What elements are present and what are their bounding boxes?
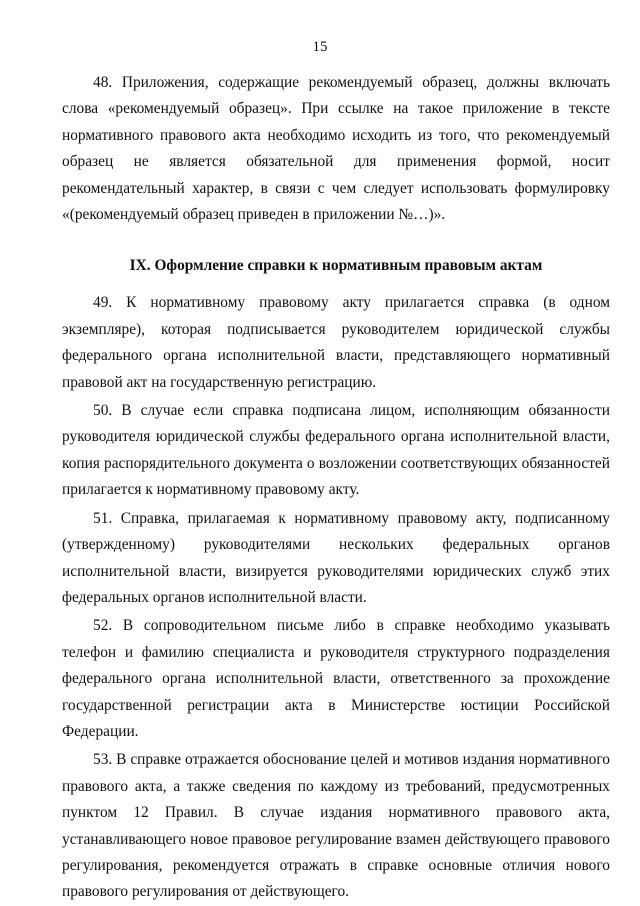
paragraph-48: 48. Приложения, содержащие рекомендуемый образец, должны включать слова «рекомендуемый образец». При ссылке на такое приложение в тексте нормативного правового акта необходимо исходить из того, что рекомендуемый образец не является обязательной для применения формой, носит рекомендательный характер, в связи с чем следует использовать формулировку «(рекомендуемый образец приведен в приложении №…)».	[62, 74, 610, 224]
paragraph-49: 49. К нормативному правовому акту прилагается справка (в одном экземпляре), которая подписывается руководителем юридической службы федерального органа исполнительной власти, представляющего нормативный правовой акт на государственную регистрацию.	[62, 294, 610, 391]
paragraph-50: 50. В случае если справка подписана лицом, исполняющим обязанности руководителя юридической службы федерального органа исполнительной власти, копия распорядительного документа о возложении соответствующих обязанностей прилагается к нормативному правовому акту.	[62, 402, 610, 499]
section-heading: IX. Оформление справки к нормативным правовым актам	[129, 257, 543, 275]
document-body	[62, 70, 610, 906]
paragraph-51: 51. Справка, прилагаемая к нормативному правовому акту, подписанному (утвержденному) руководителями нескольких федеральных органов исполнительной власти, визируется руководителями юридических служб этих федеральных органов исполнительной власти.	[62, 509, 610, 606]
paragraph-52: 52. В сопроводительном письме либо в справке необходимо указывать телефон и фамилию специалиста и руководителя структурного подразделения федерального органа исполнительной власти, ответственного за прохождение государственной регистрации акта в Министерстве юстиции Российской Федерации.	[62, 617, 610, 740]
paragraph-53: 53. В справке отражается обоснование целей и мотивов издания нормативного правового акта, а также сведения по каждому из требований, предусмотренных пунктом 12 Правил. В случае издания нормативного правового акта, устанавливающего новое правовое регулирование взамен действующего правового регулирования, рекомендуется отражать в справке основные отличия нового правового регулирования от действующего.	[62, 751, 610, 901]
page-number: 15	[312, 39, 328, 55]
